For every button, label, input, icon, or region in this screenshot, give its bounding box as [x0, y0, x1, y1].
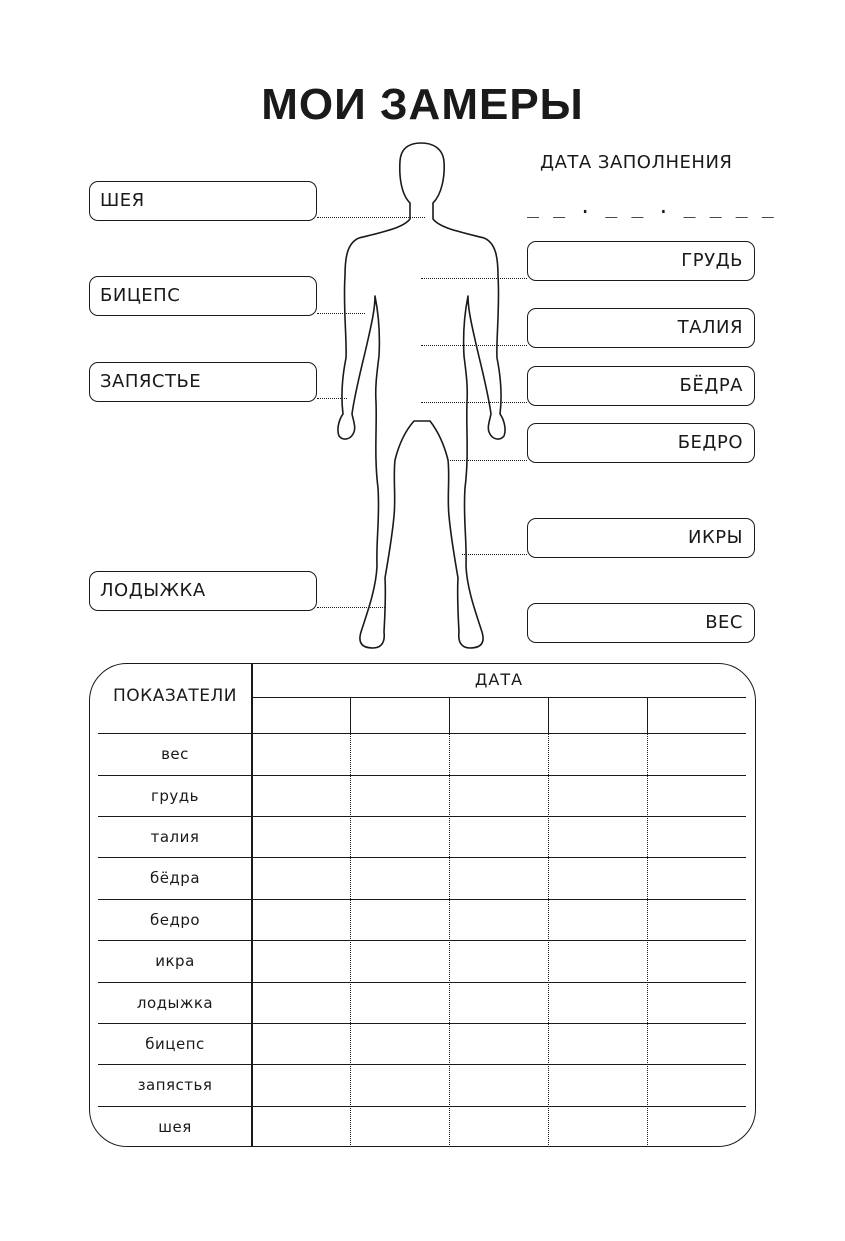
row-label-neck: шея — [158, 1118, 192, 1136]
measurement-entry-cell[interactable] — [549, 1024, 647, 1064]
measurement-entry-cell[interactable] — [450, 983, 548, 1023]
calves-field[interactable]: ИКРЫ — [527, 518, 755, 558]
measurement-entry-cell[interactable] — [252, 734, 350, 774]
measurement-entry-cell[interactable] — [648, 734, 746, 774]
row-label-hips: бёдра — [149, 869, 201, 887]
row-label-wrist: запястья — [137, 1076, 213, 1094]
measurement-entry-cell[interactable] — [450, 817, 548, 857]
measurement-entry-cell[interactable] — [648, 941, 746, 981]
measurement-entry-cell[interactable] — [450, 858, 548, 898]
indicators-header: ПОКАЗАТЕЛИ — [112, 686, 238, 706]
row-label-calf: икра — [155, 952, 195, 970]
measurement-entry-cell[interactable] — [549, 1107, 647, 1147]
row-label-ankle: лодыжка — [136, 994, 214, 1012]
wrist-field[interactable]: ЗАПЯСТЬЕ — [89, 362, 317, 402]
measurement-entry-cell[interactable] — [450, 734, 548, 774]
neck-field[interactable]: ШЕЯ — [89, 181, 317, 221]
measurement-entry-cell[interactable] — [549, 817, 647, 857]
measurement-entry-cell[interactable] — [648, 900, 746, 940]
measurement-entry-cell[interactable] — [648, 776, 746, 816]
measurement-entry-cell[interactable] — [351, 900, 449, 940]
measurement-entry-cell[interactable] — [351, 983, 449, 1023]
measurement-entry-cell[interactable] — [549, 858, 647, 898]
measurement-entry-cell[interactable] — [549, 983, 647, 1023]
ankle-leader-line — [317, 607, 385, 608]
chest-field[interactable]: ГРУДЬ — [527, 241, 755, 281]
hips-field[interactable]: БЁДРА — [527, 366, 755, 406]
measurement-entry-cell[interactable] — [351, 1065, 449, 1105]
fill-date-label: ДАТА ЗАПОЛНЕНИЯ — [540, 152, 733, 173]
measurement-entry-cell[interactable] — [648, 858, 746, 898]
hips-leader-line — [421, 402, 527, 403]
ankle-field[interactable]: ЛОДЫЖКА — [89, 571, 317, 611]
thigh-field[interactable]: БЕДРО — [527, 423, 755, 463]
row-label-thigh: бедро — [149, 911, 201, 929]
row-label-weight: вес — [161, 745, 189, 763]
measurement-entry-cell[interactable] — [351, 858, 449, 898]
measurement-entry-cell[interactable] — [450, 1065, 548, 1105]
date-entry-cell[interactable] — [648, 698, 746, 734]
measurement-entry-cell[interactable] — [351, 817, 449, 857]
measurement-entry-cell[interactable] — [450, 1024, 548, 1064]
measurement-entry-cell[interactable] — [450, 900, 548, 940]
measurement-entry-cell[interactable] — [252, 817, 350, 857]
fill-date-input[interactable]: _ _ . _ _ . _ _ _ _ — [527, 194, 775, 218]
date-entry-cell[interactable] — [351, 698, 449, 734]
measurement-entry-cell[interactable] — [252, 858, 350, 898]
measurement-entry-cell[interactable] — [648, 1065, 746, 1105]
biceps-field[interactable]: БИЦЕПС — [89, 276, 317, 316]
row-label-chest: грудь — [151, 787, 199, 805]
measurement-entry-cell[interactable] — [351, 941, 449, 981]
measurement-entry-cell[interactable] — [648, 1024, 746, 1064]
row-label-biceps: бицепс — [145, 1035, 205, 1053]
waist-leader-line — [421, 345, 527, 346]
measurement-entry-cell[interactable] — [648, 983, 746, 1023]
measurement-entry-cell[interactable] — [252, 776, 350, 816]
measurement-entry-cell[interactable] — [252, 983, 350, 1023]
measurement-entry-cell[interactable] — [351, 1107, 449, 1147]
measurement-entry-cell[interactable] — [252, 900, 350, 940]
measurement-entry-cell[interactable] — [351, 1024, 449, 1064]
page-title: МОИ ЗАМЕРЫ — [261, 80, 584, 129]
weight-field[interactable]: ВЕС — [527, 603, 755, 643]
measurement-entry-cell[interactable] — [450, 941, 548, 981]
neck-leader-line — [317, 217, 425, 218]
measurement-entry-cell[interactable] — [549, 1065, 647, 1105]
measurement-entry-cell[interactable] — [549, 900, 647, 940]
wrist-leader-line — [317, 398, 347, 399]
biceps-leader-line — [317, 313, 365, 314]
measurement-entry-cell[interactable] — [450, 776, 548, 816]
measurement-entry-cell[interactable] — [648, 1107, 746, 1147]
row-label-waist: талия — [150, 828, 200, 846]
measurement-entry-cell[interactable] — [549, 734, 647, 774]
waist-field[interactable]: ТАЛИЯ — [527, 308, 755, 348]
measurement-entry-cell[interactable] — [549, 941, 647, 981]
date-entry-cell[interactable] — [252, 698, 350, 734]
measurement-entry-cell[interactable] — [252, 1024, 350, 1064]
measurement-entry-cell[interactable] — [351, 734, 449, 774]
measurement-entry-cell[interactable] — [252, 1107, 350, 1147]
measurement-entry-cell[interactable] — [252, 941, 350, 981]
thigh-leader-line — [450, 460, 527, 461]
date-header: ДАТА — [474, 670, 524, 689]
date-entry-cell[interactable] — [450, 698, 548, 734]
measurement-entry-cell[interactable] — [648, 817, 746, 857]
date-entry-cell[interactable] — [549, 698, 647, 734]
measurement-entry-cell[interactable] — [351, 776, 449, 816]
chest-leader-line — [421, 278, 527, 279]
measurement-entry-cell[interactable] — [549, 776, 647, 816]
measurement-entry-cell[interactable] — [252, 1065, 350, 1105]
measurement-entry-cell[interactable] — [450, 1107, 548, 1147]
calves-leader-line — [462, 554, 527, 555]
